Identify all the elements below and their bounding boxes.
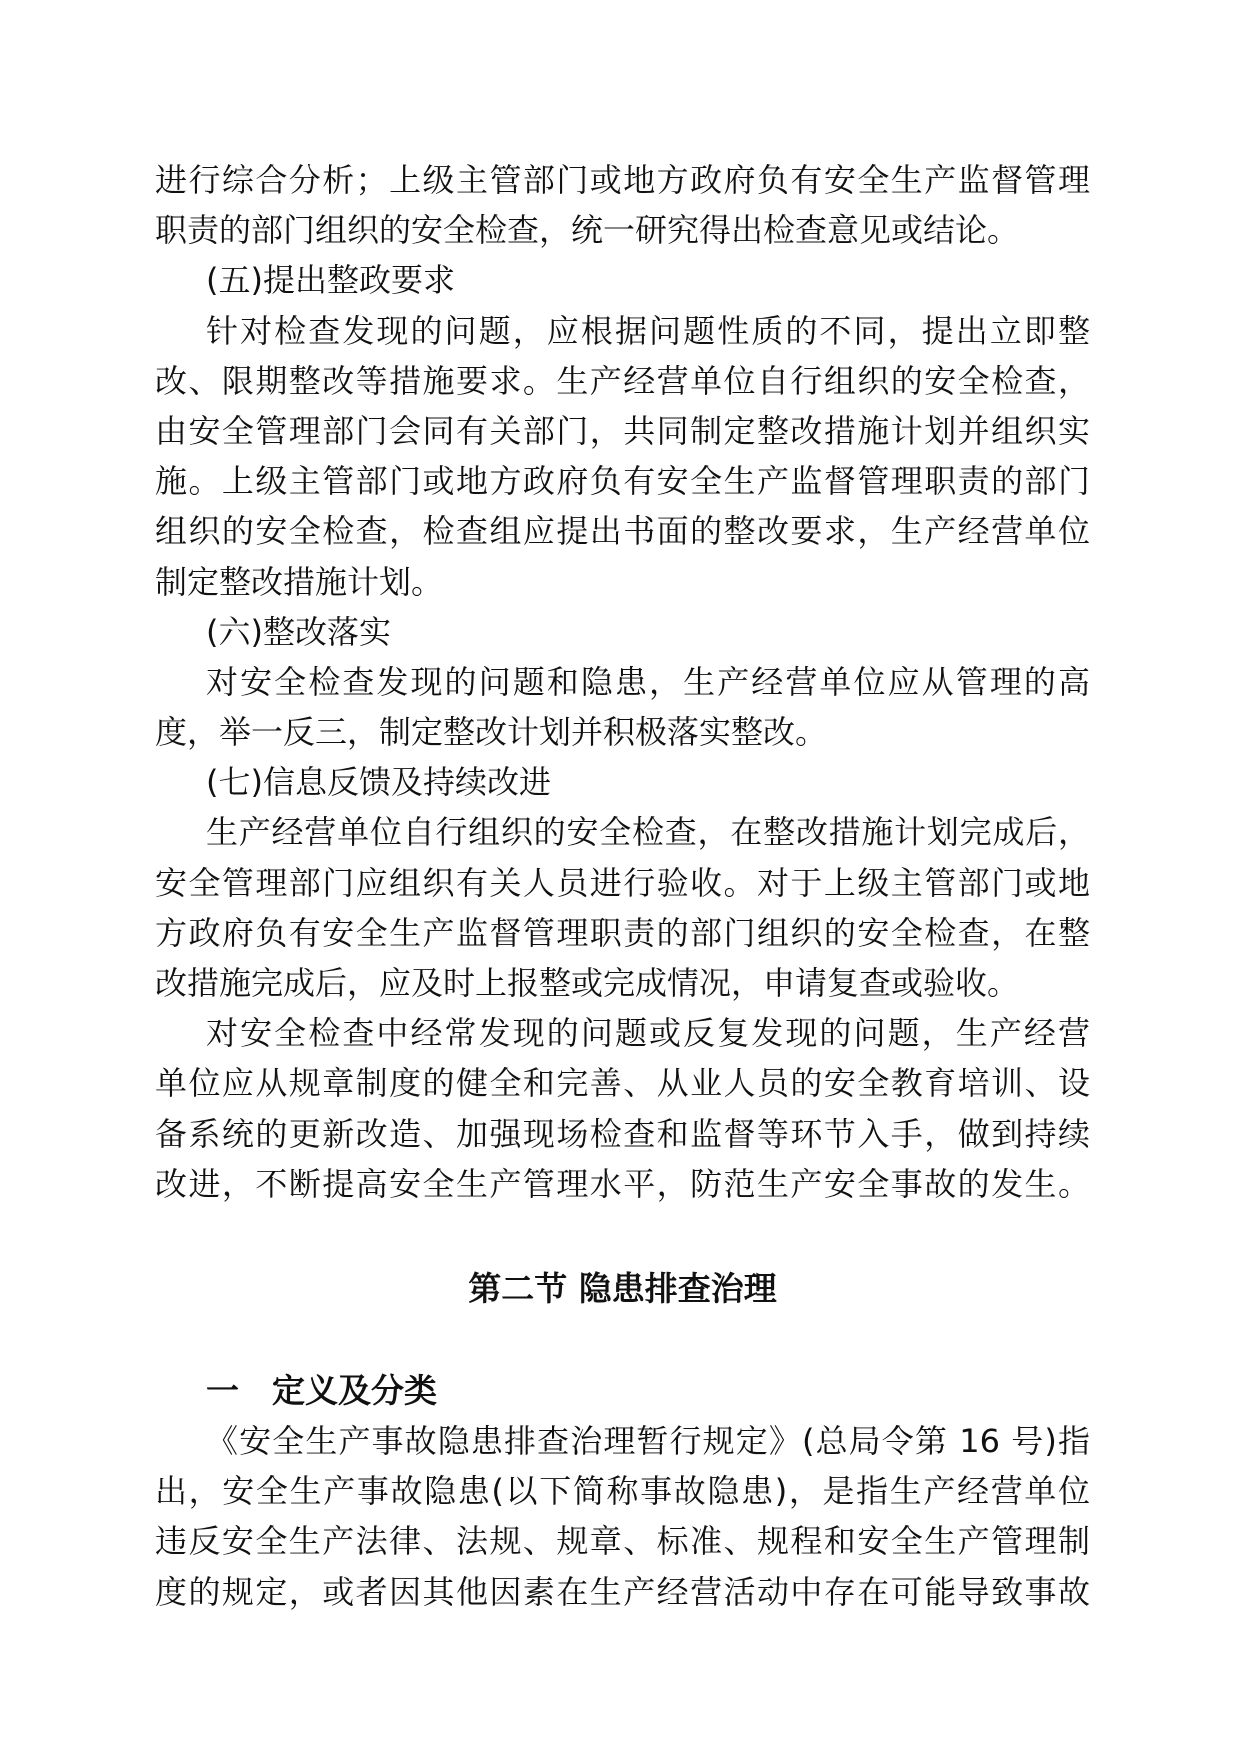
- text-line: 施。上级主管部门或地方政府负有安全生产监督管理职责的部门: [155, 462, 1090, 501]
- text-line: 制定整改措施计划。: [155, 562, 444, 601]
- text-line: 改进，不断提高安全生产管理水平，防范生产安全事故的发生。: [155, 1164, 1090, 1203]
- section-heading: 第二节 隐患排查治理: [468, 1269, 777, 1308]
- text-line: (七)信息反馈及持续改进: [206, 763, 551, 802]
- text-line: 由安全管理部门会同有关部门，共同制定整改措施计划并组织实: [155, 411, 1090, 450]
- text-line: 生产经营单位自行组织的安全检查，在整改措施计划完成后，: [206, 813, 1090, 852]
- section-body-text: [155, 1416, 1090, 1617]
- text-line: 职责的部门组织的安全检查，统一研究得出检查意见或结论。: [155, 211, 1020, 250]
- text-line: 进行综合分析；上级主管部门或地方政府负有安全生产监督管理: [155, 161, 1090, 199]
- text-line: 度的规定，或者因其他因素在生产经营活动中存在可能导致事故: [155, 1572, 1090, 1611]
- text-line: (六)整改落实: [206, 612, 391, 651]
- text-line: (五)提出整政要求: [206, 261, 455, 300]
- text-line: 备系统的更新改造、加强现场检查和监督等环节入手，做到持续: [155, 1114, 1090, 1153]
- subheading: [206, 1368, 437, 1414]
- text-line: 改措施完成后，应及时上报整或完成情况，申请复查或验收。: [155, 964, 1020, 1002]
- subheading-title: 定义及分类: [272, 1371, 437, 1410]
- text-line: 违反安全生产法律、法规、规章、标准、规程和安全生产管理制: [155, 1522, 1090, 1561]
- text-line: 度，举一反三，制定整改计划并积极落实整改。: [155, 713, 828, 752]
- subheading-number: 一: [206, 1371, 239, 1410]
- text-line: 组织的安全检查，检查组应提出书面的整改要求，生产经营单位: [155, 512, 1090, 551]
- text-line: 对安全检查发现的问题和隐患，生产经营单位应从管理的高: [206, 662, 1090, 701]
- text-line: 《安全生产事故隐患排查治理暂行规定》(总局令第 16 号)指: [206, 1422, 1090, 1460]
- text-line: 方政府负有安全生产监督管理职责的部门组织的安全检查，在整: [155, 913, 1090, 952]
- text-line: 单位应从规章制度的健全和完善、从业人员的安全教育培训、设: [155, 1064, 1090, 1103]
- text-line: 安全管理部门应组织有关人员进行验收。对于上级主管部门或地: [155, 863, 1090, 902]
- text-line: 对安全检查中经常发现的问题或反复发现的问题，生产经营: [206, 1014, 1090, 1053]
- text-line: 出，安全生产事故隐患(以下简称事故隐患)，是指生产经营单位: [155, 1472, 1090, 1511]
- text-line: 改、限期整改等措施要求。生产经营单位自行组织的安全检查，: [155, 361, 1090, 400]
- text-line: 针对检查发现的问题，应根据问题性质的不同，提出立即整: [206, 311, 1090, 350]
- body-text: [155, 155, 1090, 1209]
